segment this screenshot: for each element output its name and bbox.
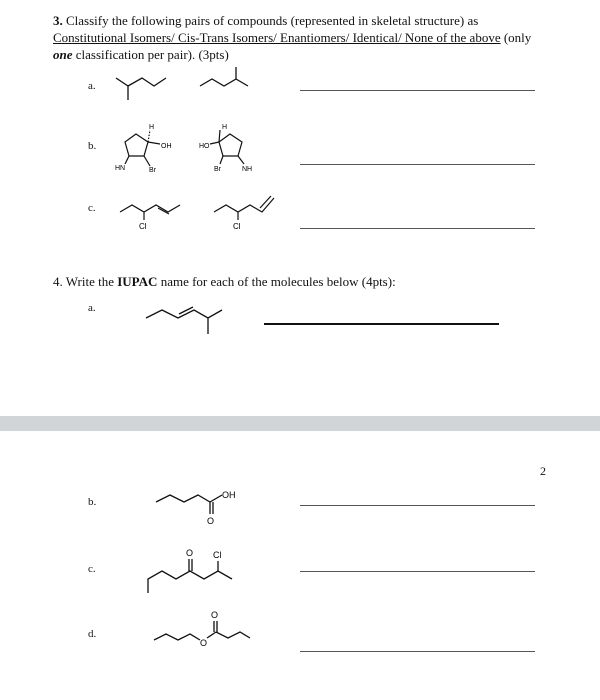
iupac-bold: IUPAC (117, 274, 158, 289)
q3-item-c-label: c. (88, 202, 96, 214)
page-separator (0, 416, 600, 431)
q4-item-d-label: d. (88, 628, 97, 640)
q4b-atom-o: O (207, 516, 215, 526)
q3b-left-atom-hn: HN (115, 165, 126, 172)
question-3-number: 3. (53, 13, 63, 28)
q4a-molecule (142, 298, 232, 338)
q4c-atom-cl: Cl (213, 550, 222, 560)
question-4-prompt (53, 273, 548, 290)
q3b-left-atom-br: Br (149, 167, 156, 172)
q4c-molecule (142, 543, 246, 599)
q3a-answer-line[interactable] (300, 90, 535, 91)
q4a-answer-line[interactable] (264, 323, 499, 325)
q3-item-b-label: b. (88, 140, 97, 152)
q3c-molecule-right (210, 190, 280, 234)
question-4-text-part2: name for each of the molecules below (4pts): (157, 274, 396, 289)
q3b-answer-line[interactable] (300, 164, 535, 165)
q4d-atom-carbonyl-o: O (211, 610, 219, 620)
q4d-molecule (150, 608, 254, 654)
q3b-right-atom-br: Br (214, 166, 221, 172)
question-4-text-part1: Write the (62, 274, 118, 289)
q3c-answer-line[interactable] (300, 228, 535, 229)
q3c-molecule-left (116, 194, 190, 234)
q4c-atom-o: O (186, 548, 194, 558)
emphasis-one: one (53, 47, 73, 62)
question-4-number: 4. (53, 274, 63, 289)
question-3-text-part1: Classify the following pairs of compounds (represented in skeletal structure) as (62, 13, 479, 28)
q4b-answer-line[interactable] (300, 505, 535, 506)
q3a-molecule-right (196, 64, 252, 94)
question-3-text-part3: classification per pair). (3pts) (72, 47, 229, 62)
q4b-molecule (152, 486, 248, 526)
question-3-text-part2: (only (500, 30, 532, 45)
classification-options: Constitutional Isomers/ Cis-Trans Isomers/ Enantiomers/ Identical/ None of the above (53, 30, 501, 45)
q3c-left-atom-cl: Cl (139, 222, 147, 231)
q4-item-c-label: c. (88, 563, 96, 575)
q3b-right-atom-nh: NH (242, 166, 253, 172)
page-number: 2 (540, 464, 546, 478)
q4-item-b-label: b. (88, 496, 97, 508)
q4-item-a-label: a. (88, 302, 96, 314)
q4c-answer-line[interactable] (300, 571, 535, 572)
q3c-right-atom-cl: Cl (233, 222, 241, 231)
question-3-prompt (53, 12, 548, 63)
q3b-right-atom-ho: HO (199, 143, 210, 150)
q3b-molecule-left (112, 120, 184, 172)
q4d-answer-line[interactable] (300, 651, 535, 652)
q3b-left-atom-oh: OH (161, 143, 172, 150)
q4d-atom-ester-o: O (200, 638, 208, 648)
q3b-right-atom-h: H (222, 124, 228, 131)
q3b-left-atom-h: H (149, 124, 155, 131)
q4b-atom-oh: OH (222, 490, 236, 500)
q3-item-a-label: a. (88, 80, 96, 92)
q3b-molecule-right (196, 120, 268, 172)
q3a-molecule-left (110, 72, 170, 102)
